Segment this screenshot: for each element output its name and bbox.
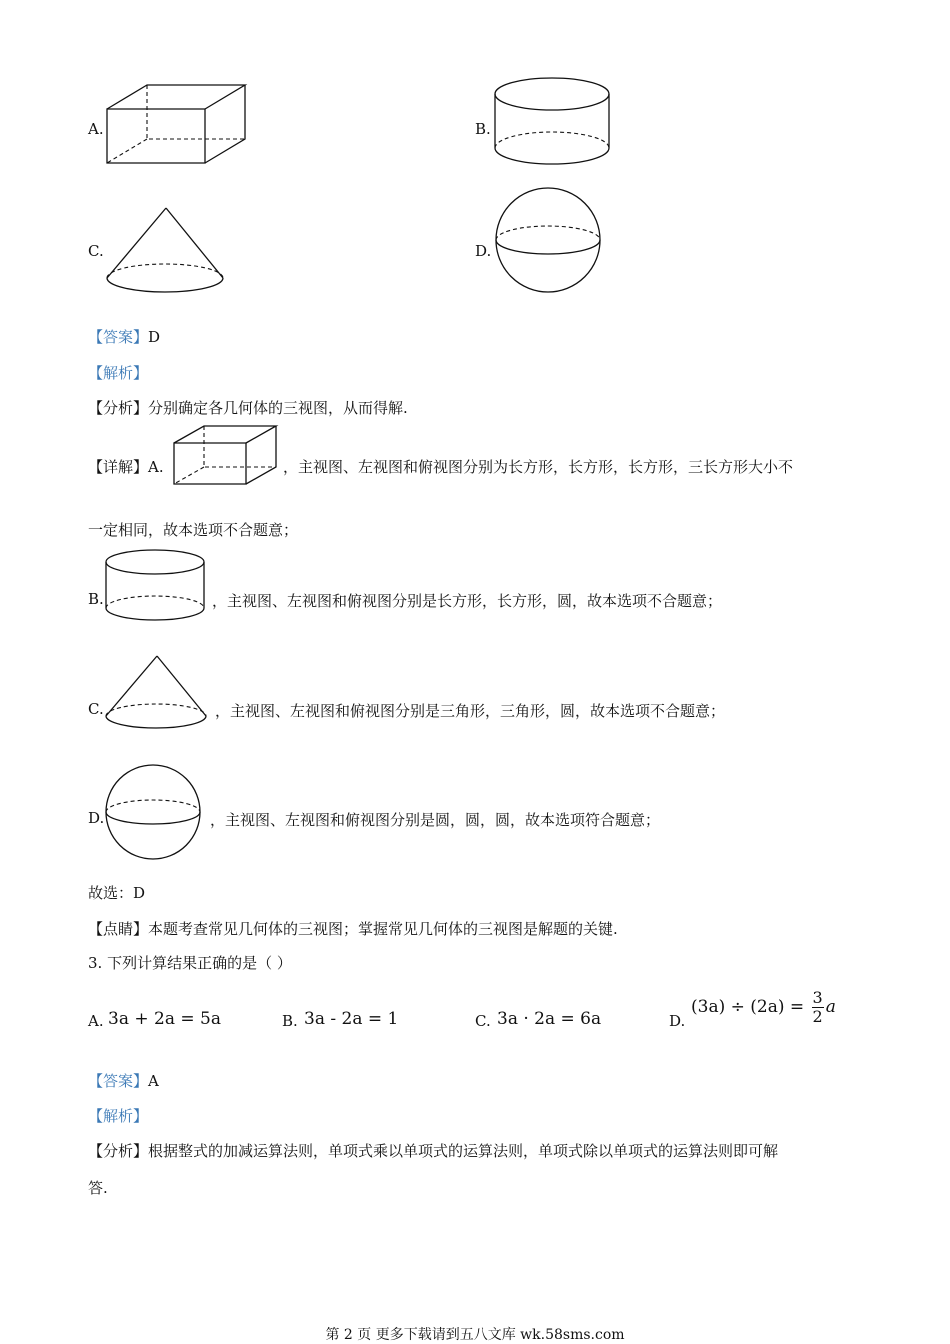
fenxi-text: 分别确定各几何体的三视图，从而得解. <box>148 399 408 417</box>
cylinder-figure-detail <box>104 548 208 624</box>
q3-d-fraction <box>812 990 824 1025</box>
detail-a-text-1: ，主视图、左视图和俯视图分别为长方形，长方形，长方形，三长方形大小不 <box>283 458 794 476</box>
answer-line-1 <box>88 326 160 347</box>
sphere-figure-detail <box>105 764 205 864</box>
dianjing-tag: 【点睛】 <box>88 920 149 938</box>
detail-c-label: C. <box>88 700 104 718</box>
q3-option-d-expr <box>691 990 836 1025</box>
sphere-figure-d <box>494 186 604 296</box>
q3-option-c-expr: 3a · 2a = 6a <box>497 1009 602 1029</box>
cuboid-figure-a <box>105 84 247 166</box>
page-footer: 第 2 页 更多下载请到五八文库 wk.58sms.com <box>325 1327 625 1343</box>
jiexi-line-2 <box>88 1105 148 1126</box>
fenxi-text-2a: 根据整式的加减运算法则，单项式乘以单项式的运算法则，单项式除以单项式的运算法则即可解 <box>148 1142 779 1160</box>
question-3-stem: 3. 下列计算结果正确的是（ ） <box>88 954 292 972</box>
q3-option-a-label: A. <box>88 1012 104 1030</box>
fenxi-tag-2: 【分析】 <box>88 1142 149 1160</box>
q3-option-b-expr: 3a - 2a = 1 <box>304 1009 399 1029</box>
cone-figure-detail <box>104 654 208 732</box>
q3-d-numerator: 3 <box>812 988 823 1007</box>
option-c-label: C. <box>88 242 104 260</box>
detail-c-text: ，主视图、左视图和俯视图分别是三角形，三角形，圆，故本选项不合题意； <box>215 702 726 720</box>
detail-a-prefix <box>88 456 164 477</box>
jiexi-line-1 <box>88 362 148 383</box>
option-a-label: A. <box>88 120 104 138</box>
q3-option-d-label: D. <box>669 1012 686 1030</box>
cylinder-figure-b <box>493 76 613 168</box>
fenxi-line-2 <box>88 1140 778 1161</box>
cuboid-figure-detail <box>173 425 277 487</box>
detail-tag: 【详解】 <box>88 458 149 476</box>
fenxi-text-2b: 答. <box>88 1179 108 1197</box>
jiexi-tag: 【解析】 <box>88 364 149 382</box>
detail-b-text: ，主视图、左视图和俯视图分别是长方形，长方形，圆，故本选项不合题意； <box>212 592 723 610</box>
fenxi-tag: 【分析】 <box>88 399 149 417</box>
detail-d-text: ，主视图、左视图和俯视图分别是圆，圆，圆，故本选项符合题意； <box>210 811 661 829</box>
option-d-label: D. <box>475 242 492 260</box>
answer-value: D <box>148 328 161 346</box>
q3-option-c-label: C. <box>475 1012 491 1030</box>
answer-line-2 <box>88 1070 159 1091</box>
detail-a-label: A. <box>148 458 164 476</box>
q3-d-denominator: 2 <box>812 1007 823 1026</box>
q3-option-b-label: B. <box>282 1012 298 1030</box>
choice-line-1: 故选：D <box>88 884 146 902</box>
answer-tag: 【答案】 <box>88 328 149 346</box>
q3-d-expr-left: (3a) ÷ (2a) = <box>691 997 805 1017</box>
detail-d-label: D. <box>88 809 105 827</box>
answer-value-2: A <box>148 1072 159 1090</box>
answer-tag-2: 【答案】 <box>88 1072 149 1090</box>
detail-a-text-2: 一定相同，故本选项不合题意； <box>88 521 299 539</box>
dianjing-line <box>88 918 618 939</box>
q3-d-variable: a <box>825 997 836 1017</box>
q3-option-a-expr: 3a + 2a = 5a <box>108 1009 221 1029</box>
option-b-label: B. <box>475 120 491 138</box>
cone-figure-c <box>105 206 225 296</box>
jiexi-tag-2: 【解析】 <box>88 1107 149 1125</box>
detail-b-label: B. <box>88 590 104 608</box>
fenxi-line-1 <box>88 397 408 418</box>
dianjing-text: 本题考查常见几何体的三视图；掌握常见几何体的三视图是解题的关键. <box>148 920 618 938</box>
